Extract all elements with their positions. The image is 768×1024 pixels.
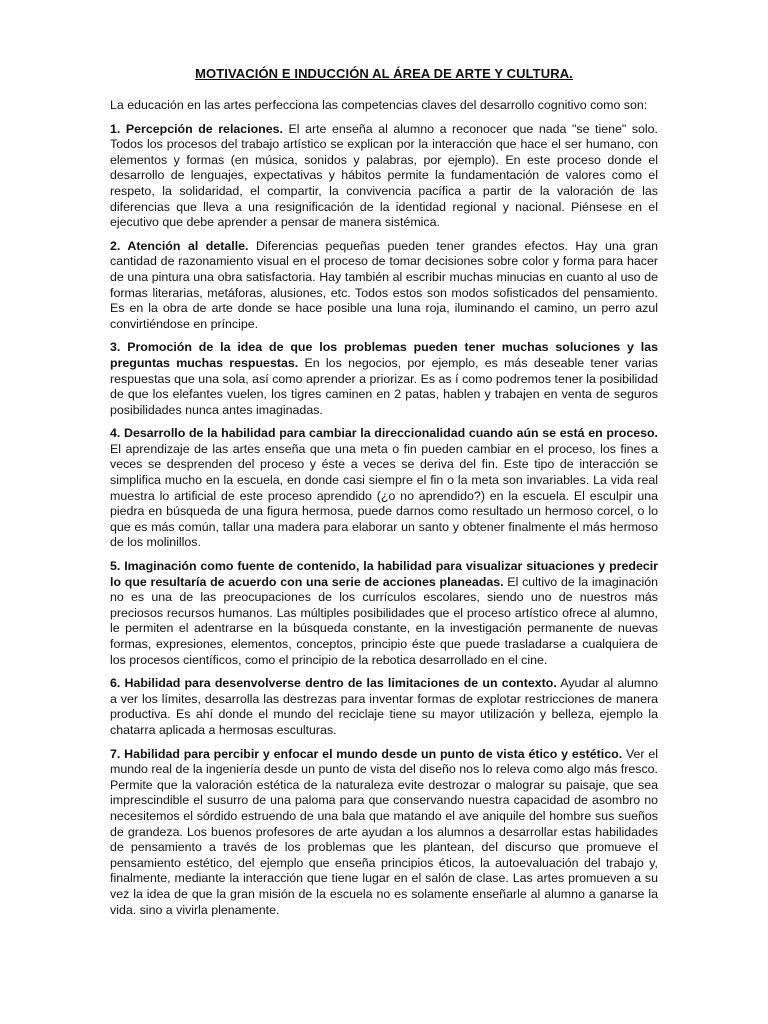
item-paragraph-3 [110,340,658,418]
item-paragraph-5 [110,559,658,668]
item-paragraph-7 [110,747,658,919]
item-heading-1: 1. Percepción de relaciones. [110,121,283,136]
item-heading-4: 4. Desarrollo de la habilidad para cambiar la direccionalidad cuando aún se está en proceso. [110,426,658,441]
item-heading-7: 7. Habilidad para percibir y enfocar el mundo desde un punto de vista ético y estético. [110,746,623,761]
item-body-6: Ayudar al alumno a ver los límites, desarrolla las destrezas para inventar formas de explotar restricciones de manera productiva. Es ahí donde el mundo del reciclaje tiene su mayor utilización y belleza, ejemplo la chatarra aplicada a hermosas esculturas. [110,676,659,737]
item-body-3: En los negocios, por ejemplo, es más deseable tener varias respuestas que una sola, así como aprender a priorizar. Es as í como podremos tener la posibilidad de que los elefantes vuelen, los tigres caminen en 2 patas, hablen y trabajen en venta de seguros posibilidades nunca antes imaginadas. [110,355,658,417]
item-heading-5: 5. Imaginación como fuente de contenido, la habilidad para visualizar situaciones y predecir lo que resultaría de acuerdo con una serie de acciones planeadas. [110,559,658,589]
item-paragraph-4 [110,426,658,551]
item-body-7: Ver el mundo real de la ingeniería desde un punto de vista del diseño nos lo releva como algo más fresco. Permite que la valoración estética de la naturaleza evite destrozar o malograr su paisaje, que sea imprescindible el susurro de una paloma para que conservando nuestra capacidad de asombro no necesitemos el sórdido estruendo de una bala que matando el ave aniquile del hombre sus sueños de grandeza. Los buenos profesores de arte ayudan a los alumnos a desarrollar estas habilidades de pensamiento a través de los problemas que les plantean, del discurso que promueve el pensamiento estético, del ejemplo que enseña principios éticos, la autoevaluación del trabajo y, finalmente, mediante la interacción que tiene lugar en el salón de clase. Las artes promueven a su vez la idea de que la gran misión de la escuela no es solamente enseñarle al alumno a ganarse la vida. sino a vivirla plenamente. [110,746,658,917]
item-body-4: El aprendizaje de las artes enseña que una meta o fin pueden cambiar en el proceso, los fines a veces se desprenden del proceso y éste a veces se deriva del fin. Este tipo de interacción se simplifica mucho en la escuela, en donde casi siempre el fin o la meta son invariables. La vida real muestra lo artificial de este proceso aprendido (¿o no aprendido?) en la escuela. El esculpir una piedra en búsqueda de una figura hermosa, puede darnos como resultado un hermoso corcel, o lo que es más común, tallar una madera para elaborar un santo y obtener finalmente el más hermoso de los molinillos. [110,441,658,550]
item-heading-2: 2. Atención al detalle. [110,238,249,253]
page-title: MOTIVACIÓN E INDUCCIÓN AL ÁREA DE ARTE Y CULTURA. [195,66,573,81]
item-heading-6: 6. Habilidad para desenvolverse dentro de las limitaciones de un contexto. [110,676,557,691]
item-body-2: Diferencias pequeñas pueden tener grandes efectos. Hay una gran cantidad de razonamiento visual en el proceso de tomar decisiones sobre color y forma para hacer de una pintura una obra satisfactoria. Hay también al escribir muchas minucias en cuanto al uso de formas literarias, metáforas, alusiones, etc. Todos estos son modos sofisticados del pensamiento. Es en la obra de arte donde se hace posible una luna roja, iluminando el camino, un perro azul convirtiéndose en príncipe. [110,238,658,331]
item-paragraph-2 [110,239,658,333]
item-body-1: El arte enseña al alumno a reconocer que nada "se tiene" solo. Todos los procesos del trabajo artístico se explican por la interacción que hace el ser humano, con elementos y formas (en música, sonidos y palabras, por ejemplo). En este proceso donde el desarrollo de lenguajes, expectativas y hábitos permite la fundamentación de valores como el respeto, la solidaridad, el compartir, la convivencia pacífica a partir de la valoración de las diferencias que lleva a una resignificación de la identidad regional y nacional. Piénsese en el ejecutivo que debe aprender a pensar de manera sistémica. [110,121,658,230]
intro-paragraph: La educación en las artes perfecciona las competencias claves del desarrollo cognitivo como son: [110,98,648,112]
item-paragraph-1 [110,122,658,231]
item-paragraph-6 [110,676,658,738]
item-heading-3: 3. Promoción de la idea de que los problemas pueden tener muchas soluciones y las preguntas muchas respuestas. [110,340,658,370]
item-body-5: El cultivo de la imaginación no es una de las preocupaciones de los currículos escolares, siendo uno de nuestros más preciosos recursos humanos. Las múltiples posibilidades que el proceso artístico ofrece al alumno, le permiten el adentrarse en la búsqueda constante, en la investigación permanente de nuevas formas, expresiones, elementos, conceptos, principio éste que puede trasladarse a cualquiera de los procesos científicos, como el principio de la rebotica desarrollado en el cine. [110,574,658,667]
